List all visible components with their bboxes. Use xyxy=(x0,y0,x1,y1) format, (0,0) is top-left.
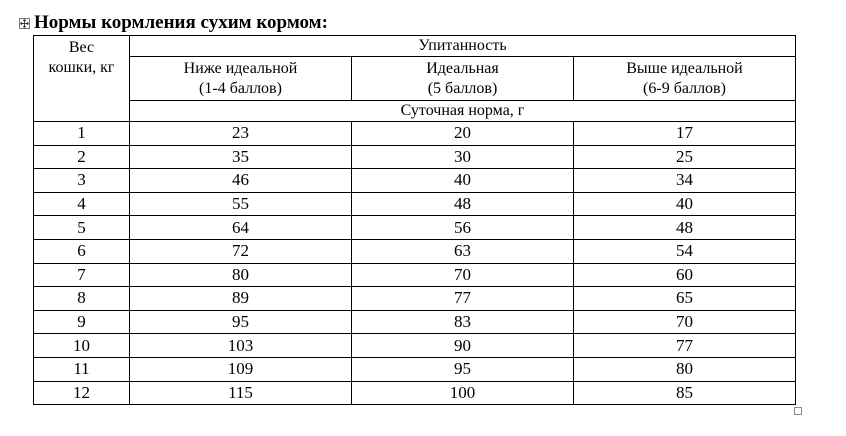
table-row xyxy=(34,357,796,381)
column-header-ideal xyxy=(352,57,574,101)
above-ideal-cell: 48 xyxy=(574,216,796,240)
column-header-label: Ниже идеальной xyxy=(183,59,298,77)
table-row xyxy=(34,122,796,146)
table-row xyxy=(34,381,796,405)
above-ideal-cell: 77 xyxy=(574,334,796,358)
above-ideal-cell: 34 xyxy=(574,169,796,193)
below-ideal-cell: 115 xyxy=(130,381,352,405)
below-ideal-cell: 80 xyxy=(130,263,352,287)
ideal-cell: 100 xyxy=(352,381,574,405)
table-row xyxy=(34,239,796,263)
above-ideal-cell: 40 xyxy=(574,192,796,216)
weight-cell: 5 xyxy=(34,216,130,240)
header-row xyxy=(34,36,796,57)
above-ideal-cell: 25 xyxy=(574,145,796,169)
table-row xyxy=(34,263,796,287)
ideal-cell: 95 xyxy=(352,357,574,381)
table-row xyxy=(34,310,796,334)
weight-cell: 10 xyxy=(34,334,130,358)
below-ideal-cell: 35 xyxy=(130,145,352,169)
below-ideal-cell: 109 xyxy=(130,357,352,381)
table-resize-handle[interactable] xyxy=(794,407,802,415)
weight-header-cell xyxy=(34,36,130,122)
below-ideal-cell: 23 xyxy=(130,122,352,146)
weight-header-line1: Вес xyxy=(68,39,95,56)
above-ideal-cell: 80 xyxy=(574,357,796,381)
weight-cell: 6 xyxy=(34,239,130,263)
ideal-cell: 48 xyxy=(352,192,574,216)
weight-cell: 3 xyxy=(34,169,130,193)
above-ideal-cell: 85 xyxy=(574,381,796,405)
condition-columns-row xyxy=(34,57,796,101)
above-ideal-cell: 60 xyxy=(574,263,796,287)
table-row xyxy=(34,216,796,240)
ideal-cell: 63 xyxy=(352,239,574,263)
below-ideal-cell: 64 xyxy=(130,216,352,240)
condition-header: Упитанность xyxy=(130,36,796,57)
column-header-score: (6-9 баллов) xyxy=(643,79,726,97)
weight-cell: 4 xyxy=(34,192,130,216)
document-title: Нормы кормления сухим кормом: xyxy=(34,12,328,33)
column-header-label: Выше идеальной xyxy=(626,59,743,77)
column-header-above-ideal xyxy=(574,57,796,101)
weight-cell: 11 xyxy=(34,357,130,381)
table-row xyxy=(34,192,796,216)
ideal-cell: 40 xyxy=(352,169,574,193)
above-ideal-cell: 17 xyxy=(574,122,796,146)
ideal-cell: 83 xyxy=(352,310,574,334)
ideal-cell: 56 xyxy=(352,216,574,240)
below-ideal-cell: 46 xyxy=(130,169,352,193)
weight-header-line2: кошки, кг xyxy=(48,59,115,76)
above-ideal-cell: 65 xyxy=(574,287,796,311)
ideal-cell: 77 xyxy=(352,287,574,311)
ideal-cell: 70 xyxy=(352,263,574,287)
table-row xyxy=(34,169,796,193)
daily-norm-header: Суточная норма, г xyxy=(130,101,796,122)
daily-norm-row xyxy=(34,101,796,122)
below-ideal-cell: 103 xyxy=(130,334,352,358)
ideal-cell: 90 xyxy=(352,334,574,358)
table-row xyxy=(34,287,796,311)
column-header-score: (1-4 баллов) xyxy=(199,79,282,97)
ideal-cell: 30 xyxy=(352,145,574,169)
move-cross-icon xyxy=(20,19,29,28)
weight-cell: 8 xyxy=(34,287,130,311)
below-ideal-cell: 89 xyxy=(130,287,352,311)
column-header-label: Идеальная xyxy=(426,59,499,77)
feeding-norms-table xyxy=(33,35,796,405)
table-row xyxy=(34,145,796,169)
above-ideal-cell: 54 xyxy=(574,239,796,263)
weight-cell: 1 xyxy=(34,122,130,146)
column-header-score: (5 баллов) xyxy=(427,79,498,97)
below-ideal-cell: 95 xyxy=(130,310,352,334)
ideal-cell: 20 xyxy=(352,122,574,146)
above-ideal-cell: 70 xyxy=(574,310,796,334)
below-ideal-cell: 55 xyxy=(130,192,352,216)
column-header-below-ideal xyxy=(130,57,352,101)
below-ideal-cell: 72 xyxy=(130,239,352,263)
weight-cell: 12 xyxy=(34,381,130,405)
weight-cell: 9 xyxy=(34,310,130,334)
table-move-handle[interactable] xyxy=(19,18,30,29)
table-row xyxy=(34,334,796,358)
weight-cell: 7 xyxy=(34,263,130,287)
weight-cell: 2 xyxy=(34,145,130,169)
